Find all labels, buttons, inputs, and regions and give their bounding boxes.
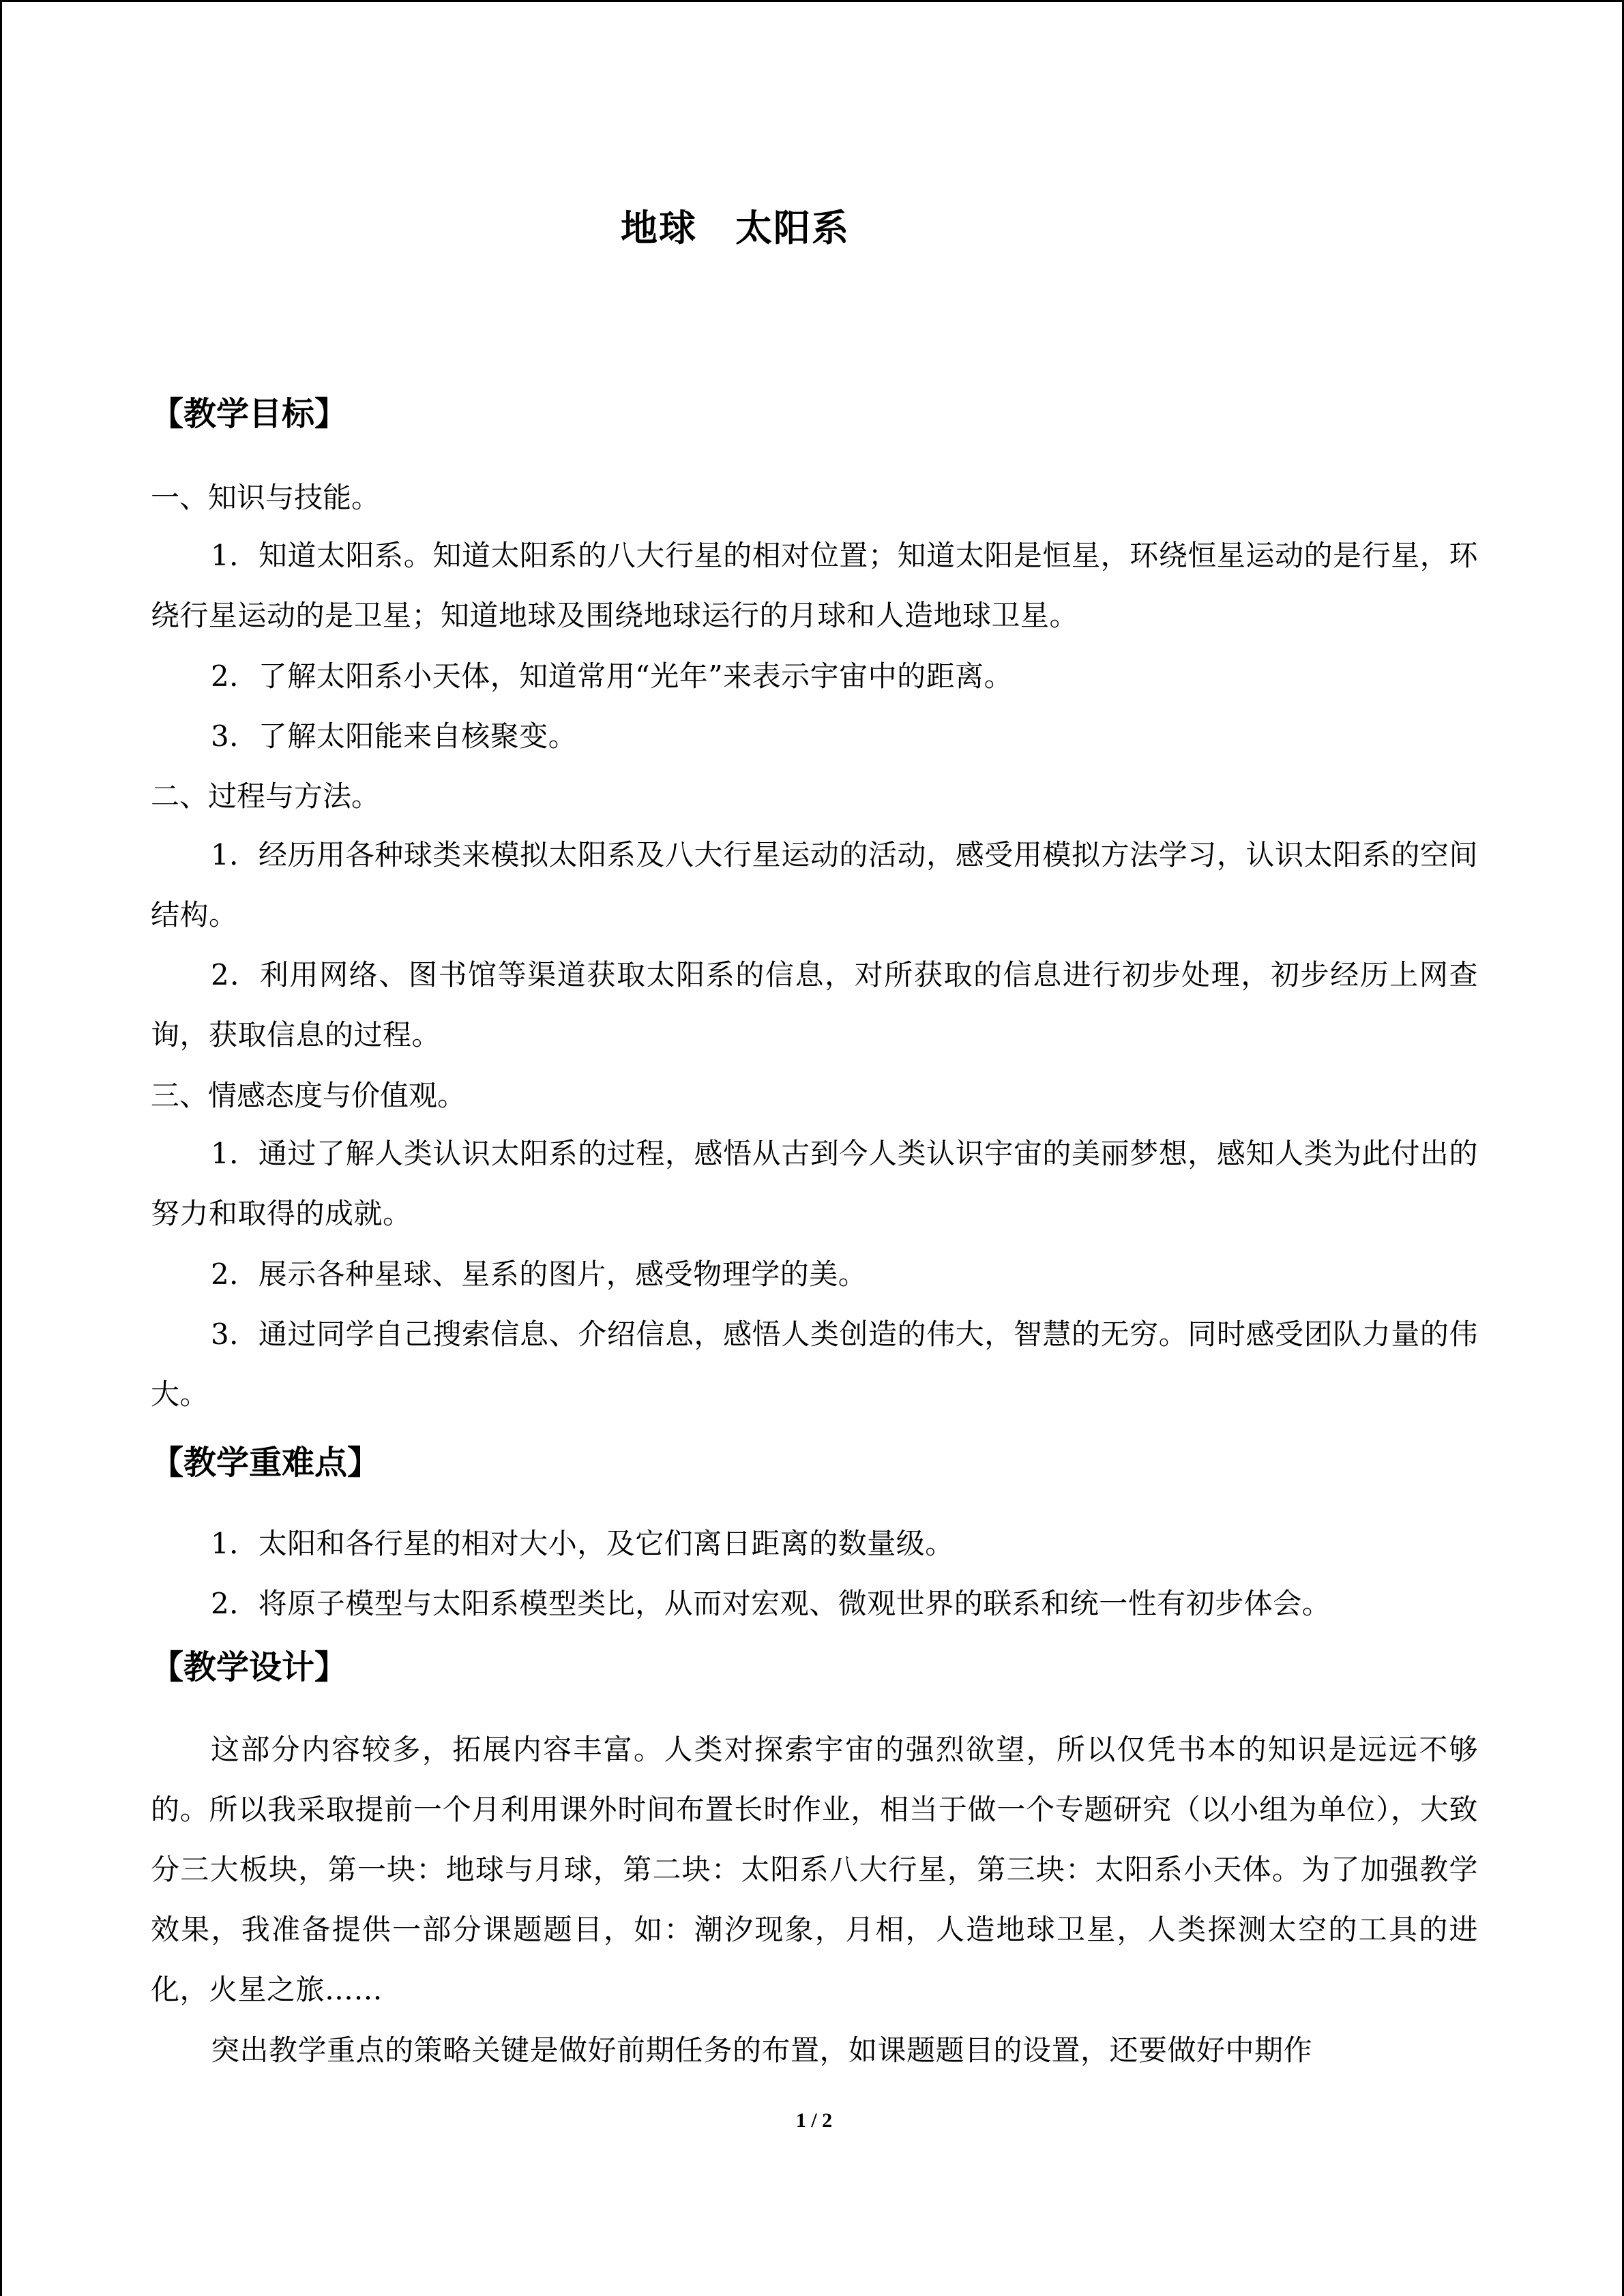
knowledge-item-1: 1．知道太阳系。知道太阳系的八大行星的相对位置；知道太阳是恒星，环绕恒星运动的是行星，环绕行星运动的是卫星；知道地球及围绕地球运行的月球和人造地球卫星。	[151, 539, 1478, 632]
process-item-1: 1．经历用各种球类来模拟太阳系及八大行星运动的活动，感受用模拟方法学习，认识太阳系的空间结构。	[151, 838, 1478, 931]
design-paragraph-1: 这部分内容较多，拓展内容丰富。人类对探索宇宙的强烈欲望，所以仅凭书本的知识是远远不够的。所以我采取提前一个月利用课外时间布置长时作业，相当于做一个专题研究（以小组为单位），大致分三大板块，第一块：地球与月球，第二块：太阳系八大行星，第三块：太阳系小天体。为了加强教学效果，我准备提供一部分课题题目，如：潮汐现象，月相，人造地球卫星，人类探测太空的工具的进化，火星之旅……	[151, 1733, 1478, 2006]
objectives-heading: 【教学目标】	[151, 395, 348, 433]
design-paragraph-2: 突出教学重点的策略关键是做好前期任务的布置，如课题题目的设置，还要做好中期作	[211, 2033, 1313, 2067]
key-points-heading: 【教学重难点】	[151, 1444, 381, 1482]
design-heading: 【教学设计】	[151, 1648, 348, 1686]
emotion-heading: 三、情感态度与价值观。	[151, 1079, 467, 1112]
knowledge-item-3: 3．了解太阳能来自核聚变。	[211, 719, 578, 753]
document-title: 地球 太阳系	[621, 207, 850, 250]
page-number: 1 / 2	[795, 2109, 833, 2132]
emotion-item-1: 1．通过了解人类认识太阳系的过程，感悟从古到今人类认识宇宙的美丽梦想，感知人类为此付出的努力和取得的成就。	[151, 1137, 1478, 1230]
knowledge-item-2: 2．了解太阳系小天体，知道常用“光年”来表示宇宙中的距离。	[211, 659, 1014, 693]
key-point-item-1: 1．太阳和各行星的相对大小，及它们离日距离的数量级。	[211, 1527, 954, 1560]
emotion-item-3: 3．通过同学自己搜索信息、介绍信息，感悟人类创造的伟大，智慧的无穷。同时感受团队力量的伟大。	[151, 1317, 1478, 1411]
key-point-item-2: 2．将原子模型与太阳系模型类比，从而对宏观、微观世界的联系和统一性有初步体会。	[211, 1587, 1331, 1620]
knowledge-heading: 一、知识与技能。	[151, 481, 381, 514]
process-item-2: 2．利用网络、图书馆等渠道获取太阳系的信息，对所获取的信息进行初步处理，初步经历上网查询，获取信息的过程。	[151, 958, 1478, 1052]
process-heading: 二、过程与方法。	[151, 779, 381, 813]
emotion-item-2: 2．展示各种星球、星系的图片，感受物理学的美。	[211, 1257, 868, 1291]
